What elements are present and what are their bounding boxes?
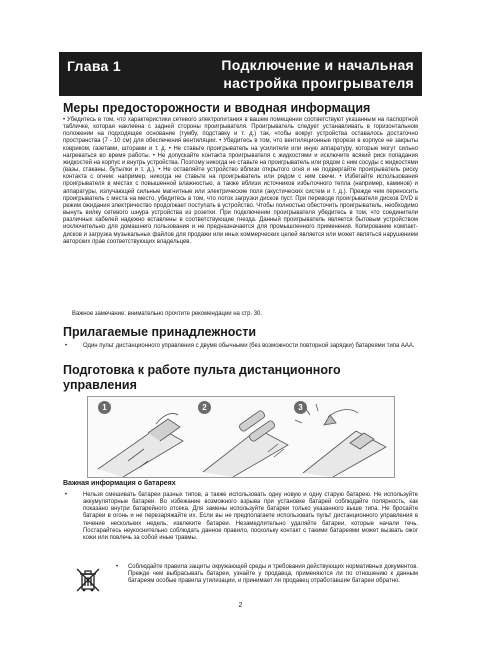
remote-heading — [63, 363, 341, 393]
battery-install-drawing — [88, 397, 394, 477]
precautions-heading: Меры предосторожности и вводная информация — [63, 101, 371, 115]
disposal-text: Соблюдайте правила защиты окружающей среды и требования действующих нормативных документов. Прежде чем выбрасывать батареи, узнайте у продавца, применяются ли по отношению к данным батареям особые правила утилизации, и принимает ли продавец отработавшие батареи обратно. — [128, 564, 418, 585]
battery-install-illustration — [87, 396, 395, 478]
bullet: • — [65, 492, 68, 498]
remote-heading-line2: управления — [63, 378, 137, 392]
page-number: 2 — [238, 602, 243, 609]
disposal-list-item — [114, 564, 418, 594]
accessories-list-item — [63, 343, 418, 359]
precautions-body: • Убедитесь в том, что характеристики сетевого электропитания в вашем помещении соответствуют указанным на паспортной табличке, которая наклеена с задней стороны проигрывателя. Проигрыватель следует устанавливать в горизонтальном положении на подходящее основание (тумбу, подставку и т. д.) так, чтобы вокруг устройства оставалось достаточно пространства (7 - 10 см) для обеспечения вентиляции. • Убедитесь в том, что вентиляционные прорези в корпусе не закрыты ковриком, газетами, шторами и т. д. • Не ставьте проигрыватель на усилители или иную аппаратуру, которые могут сильно нагреваться во время работы. • Не допускайте контакта проигрывателя с жидкостями и исключите всякий риск попадания жидкостей на корпус и внутрь устройства. Поэтому никогда не ставьте на проигрыватель или рядом с ним сосуды с жидкостями (вазы, стаканы, бутылки и т. д.). • Не оставляйте устройство вблизи открытого огня и не подвергайте проигрыватель риску контакта с огнем: например, никогда не ставьте на проигрыватель или рядом с ним свечи. • Избегайте использования проигрывателя в местах с повышенной влажностью, а также вблизи источников избыточного тепла (например, каминов) и аппаратуры, излучающей сильные магнитные или электрические поля (акустических систем и т. д.). Прежде чем переносить проигрыватель с места на место, убедитесь в том, что лоток загрузки дисков пуст. При переводе проигрывателя дисков DVD в режим ожидания электричество продолжает поступать в устройство. Чтобы полностью обесточить проигрыватель, необходимо вынуть вилку сетевого шнура устройства из розетки. При подключении проигрывателя убедитесь в том, что соединители различных кабелей надежно вставлены в соответствующие гнезда. Данный проигрыватель является бытовым устройством исключительно для домашнего пользования и не предназначается для промышленного применения. Копирование компакт-дисков и загрузка музыкальных файлов для продажи или иных коммерческих целей является или может являться нарушением авторских прав соответствующих владельцев. — [63, 117, 418, 245]
bullet: • — [65, 343, 68, 349]
chapter-number: Глава 1 — [67, 58, 121, 74]
batteries-list-item — [63, 492, 418, 564]
chapter-header — [59, 52, 422, 96]
step-badge-1: 1 — [98, 401, 111, 414]
precautions-note: Важное замечание: внимательно прочтите рекомендации на стр. 30. — [72, 311, 263, 317]
step-badge-2: 2 — [198, 401, 211, 414]
crossed-bin-icon — [74, 566, 102, 594]
chapter-title-line2: настройка проигрывателя — [223, 75, 414, 91]
batteries-item-text: Нельзя смешивать батареи разных типов, а также использовать одну новую и одну старую батарею. Не используйте аккумуляторные батареи. Во избежание возможного взрыва при установке батарей соблюдайте полярность, как показано внутри батарейного отсека. Для замены используйте батареи только указанного выше типа. Не бросайте батареи в огонь и не перезаряжайте их. Если вы не предполагаете использовать пульт дистанционного управления в течение нескольких недель, извлеките батареи. Незамедлительно удаляйте батареи, которые начали течь. Постарайтесь неукоснительно соблюдать данное правило, поскольку контакт с такими батареями может вызвать ожог кожи или повлечь за собой иные травмы. — [83, 492, 418, 541]
accessories-item-text: Один пульт дистанционного управления с двумя обычными (без возможности повторной зарядки) батареями типа AAA. — [83, 343, 415, 349]
chapter-title — [184, 56, 414, 92]
chapter-title-line1: Подключение и начальная — [221, 57, 414, 73]
remote-heading-line1: Подготовка к работе пульта дистанционного — [63, 363, 341, 377]
bullet: • — [116, 564, 119, 570]
accessories-heading: Прилагаемые принадлежности — [63, 325, 256, 339]
step-badge-3: 3 — [294, 401, 307, 414]
batteries-heading: Важная информация о батареях — [63, 480, 176, 487]
